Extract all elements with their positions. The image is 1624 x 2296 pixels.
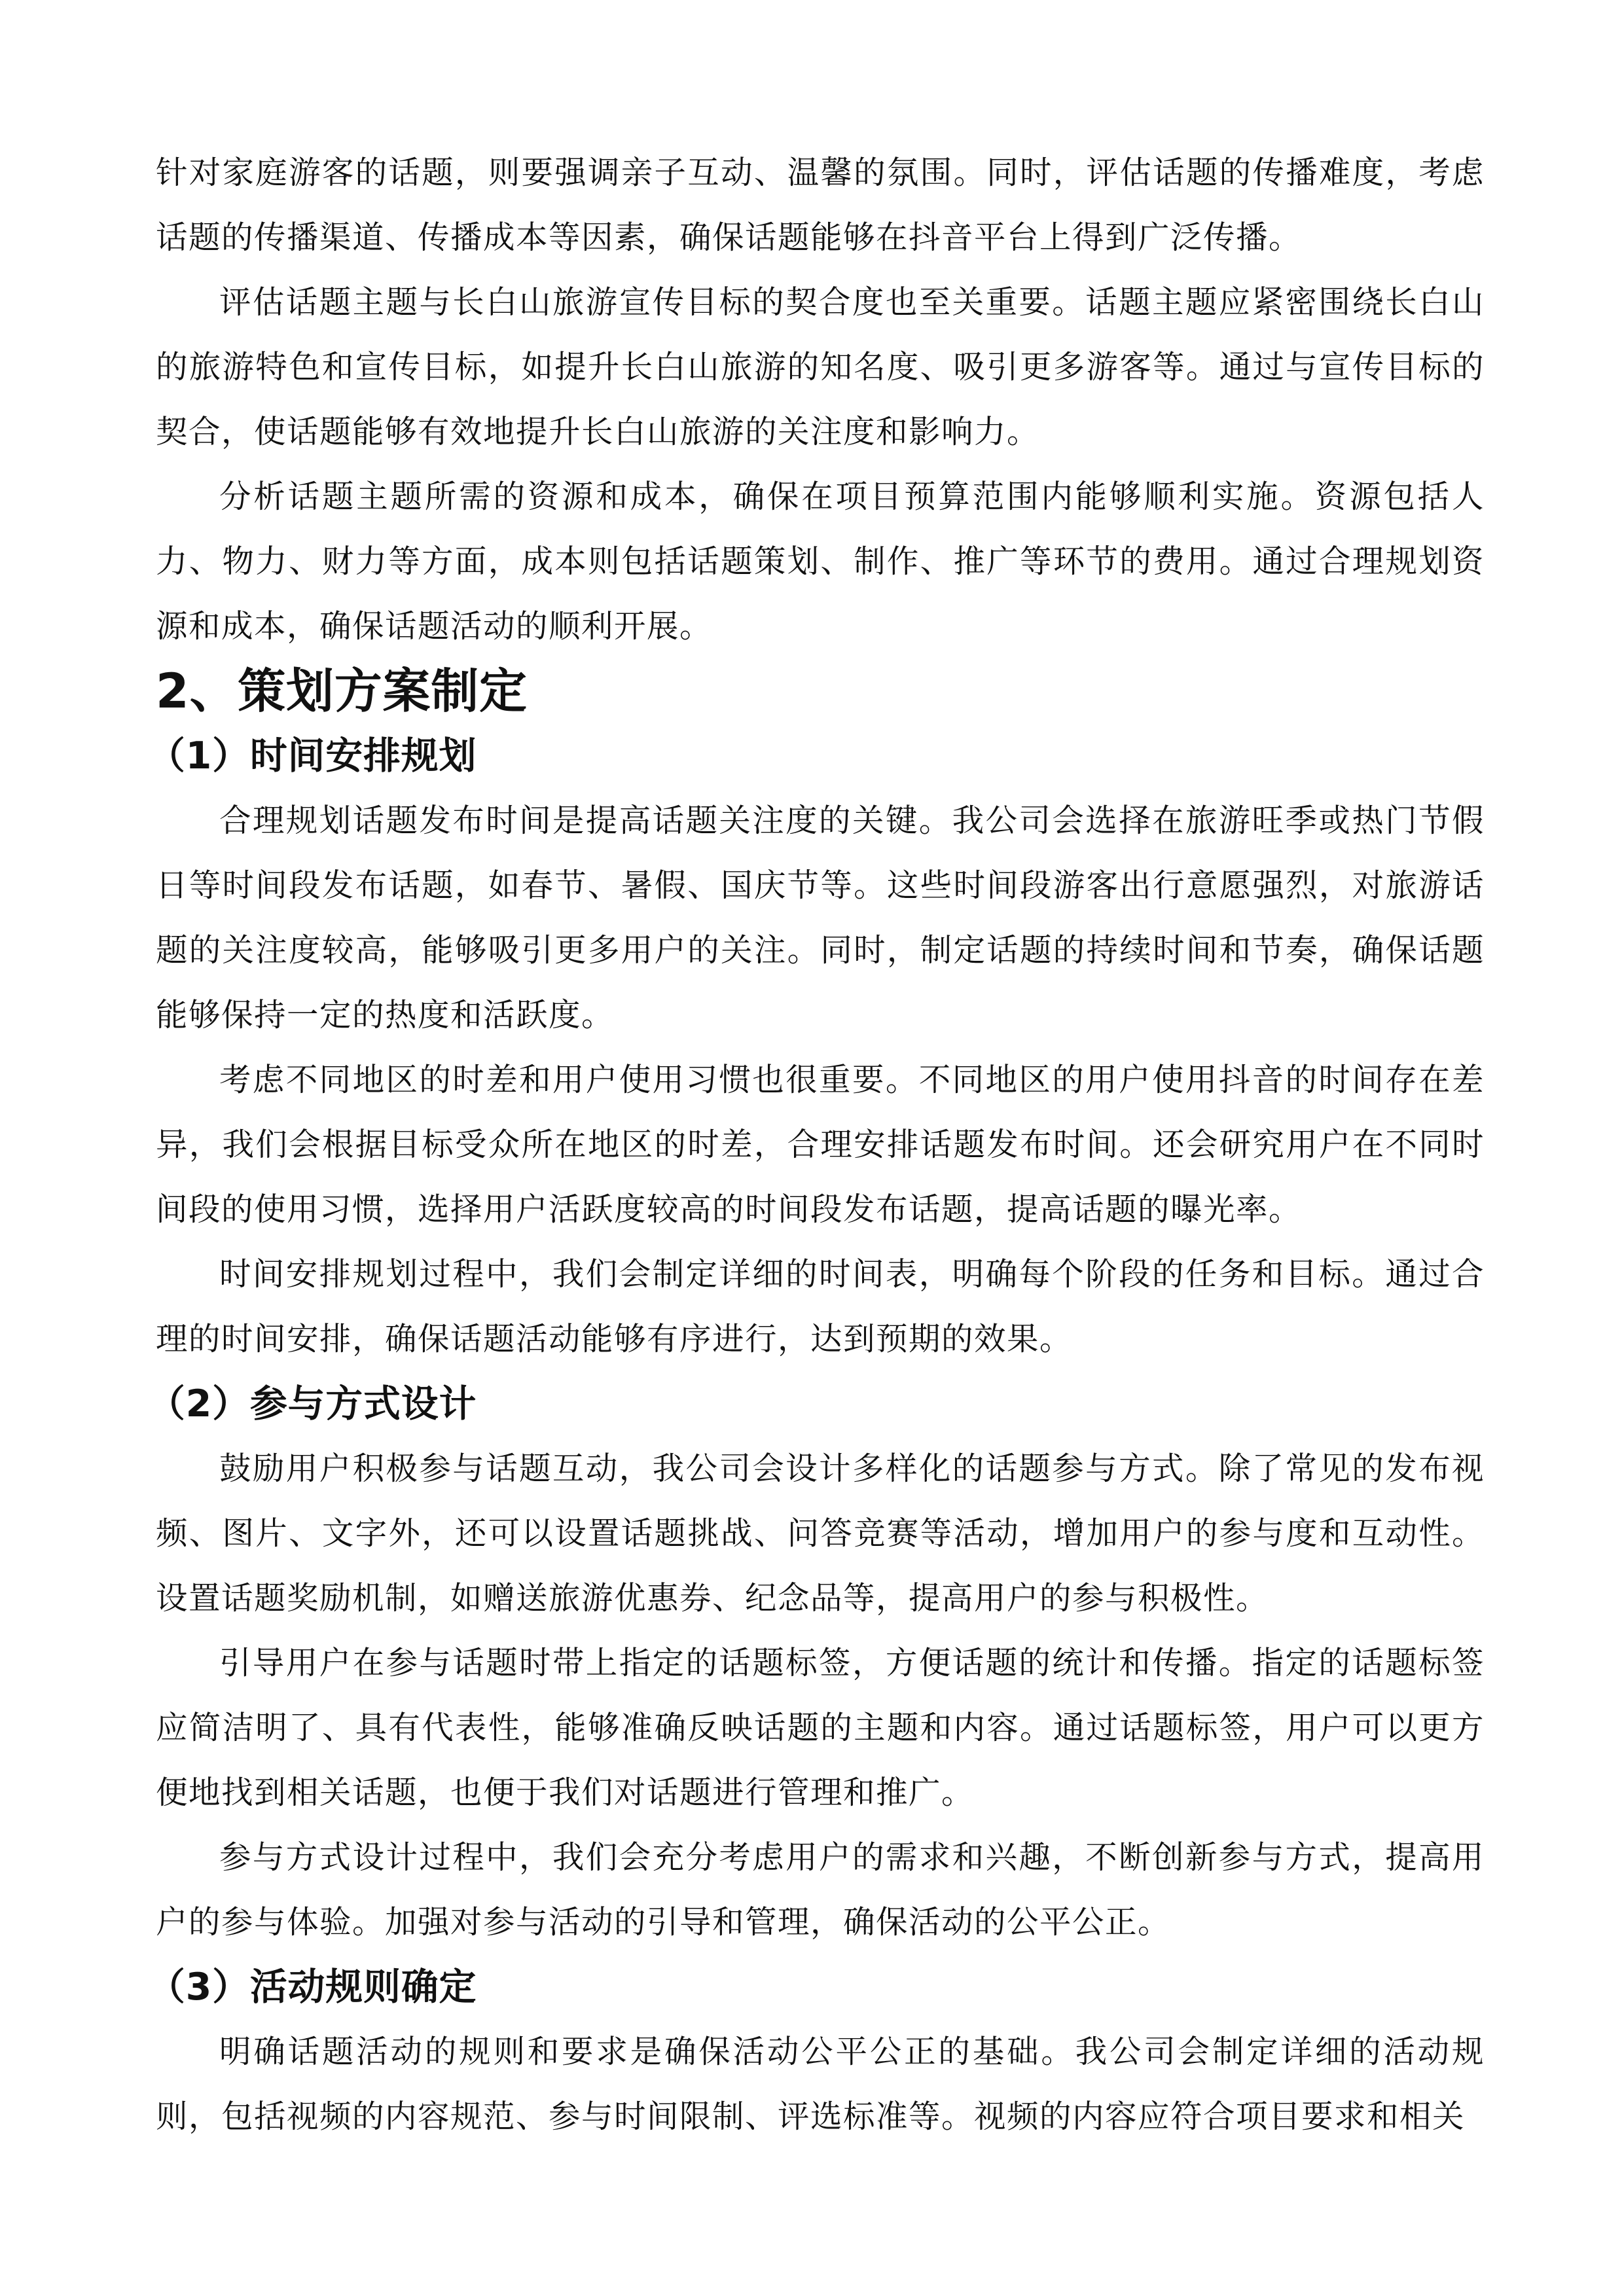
subsection-heading-participation: （2）参与方式设计 xyxy=(148,1382,477,1426)
subsection-heading-rules: （3）活动规则确定 xyxy=(148,1965,477,2009)
paragraph-theme-fit: 评估话题主题与长白山旅游宣传目标的契合度也至关重要。话题主题应紧密围绕长白山的旅游特色和宣传目标，如提升长白山旅游的知名度、吸引更多游客等。通过与宣传目标的契合，使话题能够有效地提升长白山旅游的关注度和影响力。 xyxy=(156,284,1485,450)
paragraph-family-tourists: 针对家庭游客的话题，则要强调亲子互动、温馨的氛围。同时，评估话题的传播难度，考虑话题的传播渠道、传播成本等因素，确保话题能够在抖音平台上得到广泛传播。 xyxy=(156,154,1485,256)
paragraph-time-zones: 考虑不同地区的时差和用户使用习惯也很重要。不同地区的用户使用抖音的时间存在差异，我们会根据目标受众所在地区的时差，合理安排话题发布时间。还会研究用户在不同时间段的使用习惯，选择用户活跃度较高的时间段发布话题，提高话题的曝光率。 xyxy=(156,1062,1485,1228)
paragraph-resources-cost: 分析话题主题所需的资源和成本，确保在项目预算范围内能够顺利实施。资源包括人力、物力、财力等方面，成本则包括话题策划、制作、推广等环节的费用。通过合理规划资源和成本，确保话题活动的顺利开展。 xyxy=(156,478,1485,645)
paragraph-participation-experience: 参与方式设计过程中，我们会充分考虑用户的需求和兴趣，不断创新参与方式，提高用户的参与体验。加强对参与活动的引导和管理，确保活动的公平公正。 xyxy=(156,1839,1485,1941)
paragraph-timetable: 时间安排规划过程中，我们会制定详细的时间表，明确每个阶段的任务和目标。通过合理的时间安排，确保话题活动能够有序进行，达到预期的效果。 xyxy=(156,1256,1485,1357)
subsection-heading-schedule: （1）时间安排规划 xyxy=(148,734,477,778)
document-body xyxy=(148,141,1485,2149)
section-heading-plan: 2、策划方案制定 xyxy=(156,664,528,719)
paragraph-participation-methods: 鼓励用户积极参与话题互动，我公司会设计多样化的话题参与方式。除了常见的发布视频、图片、文字外，还可以设置话题挑战、问答竞赛等活动，增加用户的参与度和互动性。设置话题奖励机制，如赠送旅游优惠券、纪念品等，提高用户的参与积极性。 xyxy=(156,1450,1485,1617)
paragraph-hashtags: 引导用户在参与话题时带上指定的话题标签，方便话题的统计和传播。指定的话题标签应简洁明了、具有代表性，能够准确反映话题的主题和内容。通过话题标签，用户可以更方便地找到相关话题，也便于我们对话题进行管理和推广。 xyxy=(156,1645,1485,1811)
paragraph-activity-rules: 明确话题活动的规则和要求是确保活动公平公正的基础。我公司会制定详细的活动规则，包括视频的内容规范、参与时间限制、评选标准等。视频的内容应符合项目要求和相关 xyxy=(156,2034,1485,2135)
paragraph-publish-timing: 合理规划话题发布时间是提高话题关注度的关键。我公司会选择在旅游旺季或热门节假日等时间段发布话题，如春节、暑假、国庆节等。这些时间段游客出行意愿强烈，对旅游话题的关注度较高，能够吸引更多用户的关注。同时，制定话题的持续时间和节奏，确保话题能够保持一定的热度和活跃度。 xyxy=(156,802,1485,1033)
